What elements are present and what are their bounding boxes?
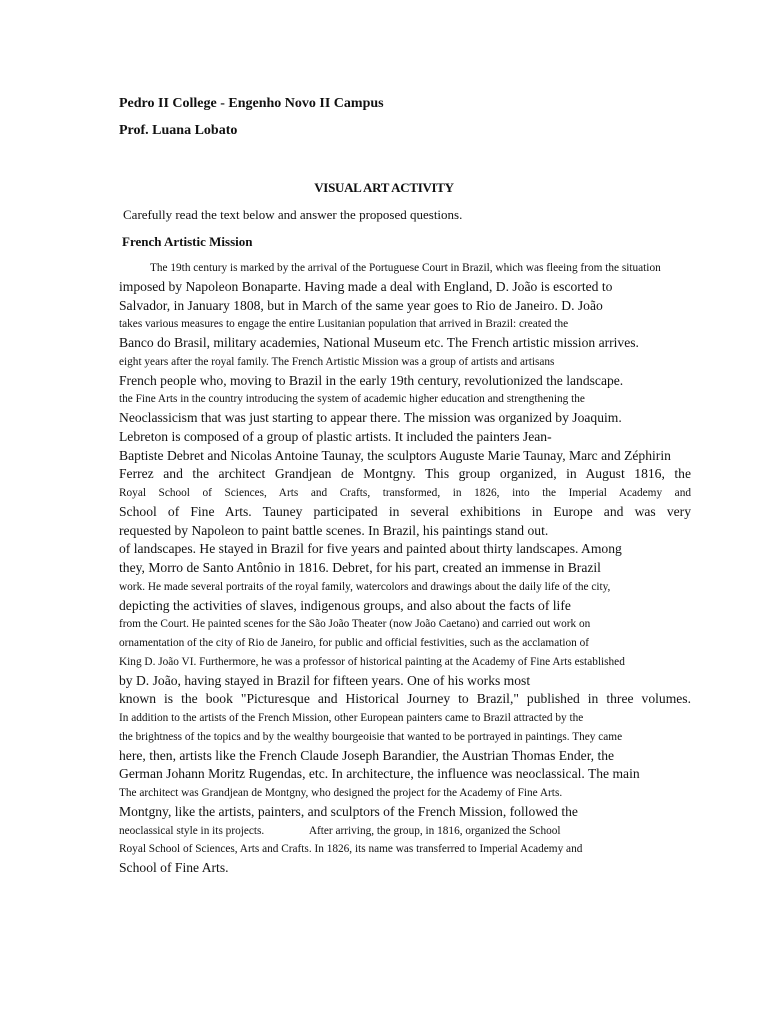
activity-title (0, 180, 768, 196)
instruction-text: Carefully read the text below and answer the proposed questions. (123, 207, 463, 222)
body-line: Baptiste Debret and Nicolas Antoine Taunay, the sculptors Auguste Marie Taunay, Marc and Zéphirin (119, 447, 671, 463)
body-line: takes various measures to engage the entire Lusitanian population that arrived in Brazil: created the (119, 318, 569, 331)
body-line: they, Morro de Santo Antônio in 1816. Debret, for his part, created an immense in Brazil (119, 560, 601, 575)
body-line: The 19th century is marked by the arrival of the Portuguese Court in Brazil, which was fleeing from the situation (150, 262, 661, 274)
body-line: Lebreton is composed of a group of plastic artists. It included the painters Jean- (119, 428, 552, 444)
body-line: In addition to the artists of the French Mission, other European painters came to Brazil attracted by the (119, 712, 584, 724)
school-name: Pedro II College - Engenho Novo II Campus (119, 96, 384, 111)
body-line: Banco do Brasil, military academies, National Museum etc. The French artistic mission arrives. (119, 335, 639, 350)
activity-title-text: VISUAL ART ACTIVITY (314, 180, 454, 195)
body-line: Neoclassicism that was just starting to appear there. The mission was organized by Joaquim. (119, 410, 622, 425)
body-line: neoclassical style in its projects. After arriving, the group, in 1816, organized the School (119, 824, 561, 837)
body-line: imposed by Napoleon Bonaparte. Having made a deal with England, D. João is escorted to (119, 278, 613, 294)
body-line: from the Court. He painted scenes for the São João Theater (now João Caetano) and carried out work on (119, 618, 591, 631)
body-line: ornamentation of the city of Rio de Janeiro, for public and official festivities, such as the acclamation of (119, 637, 590, 649)
body-line: the brightness of the topics and by the wealthy bourgeoisie that wanted to be portrayed in paintings. They came (119, 730, 623, 743)
body-line: known is the book "Picturesque and Historical Journey to Brazil," published in three volumes. (119, 691, 691, 707)
body-line: requested by Napoleon to paint battle scenes. In Brazil, his paintings stand out. (119, 522, 549, 538)
body-line: of landscapes. He stayed in Brazil for five years and painted about thirty landscapes. Among (119, 541, 622, 557)
body-line: Royal School of Sciences, Arts and Crafts. In 1826, its name was transferred to Imperial Academy and (119, 843, 583, 856)
body-line: School of Fine Arts. Tauney participated in several exhibitions in Europe and was very (119, 503, 691, 519)
body-text (119, 259, 691, 878)
body-line: the Fine Arts in the country introducing the system of academic higher education and strengthening the (119, 393, 585, 406)
body-line: Montgny, like the artists, painters, and sculptors of the French Mission, followed the (119, 803, 578, 819)
body-line: King D. João VI. Furthermore, he was a professor of historical painting at the Academy of Fine Arts established (119, 655, 625, 668)
body-line: by D. João, having stayed in Brazil for fifteen years. One of his works most (119, 672, 531, 688)
teacher-name: Prof. Luana Lobato (119, 123, 238, 138)
body-line: here, then, artists like the French Claude Joseph Barandier, the Austrian Thomas Ender, the (119, 747, 615, 763)
body-line: French people who, moving to Brazil in the early 19th century, revolutionized the landscape. (119, 372, 624, 388)
body-line: eight years after the royal family. The French Artistic Mission was a group of artists and artisans (119, 355, 555, 368)
body-line: The architect was Grandjean de Montgny, who designed the project for the Academy of Fine Arts. (119, 787, 563, 799)
body-line: School of Fine Arts. (119, 860, 229, 875)
body-line: work. He made several portraits of the royal family, watercolors and drawings about the daily life of the city, (119, 580, 611, 593)
body-line: Ferrez and the architect Grandjean de Montgny. This group organized, in August 1816, the (119, 466, 691, 482)
body-line: Royal School of Sciences, Arts and Crafts, transformed, in 1826, into the Imperial Academy and (119, 487, 691, 499)
body-line: Salvador, in January 1808, but in March of the same year goes to Rio de Janeiro. D. João (119, 297, 603, 313)
body-line: German Johann Moritz Rugendas, etc. In architecture, the influence was neoclassical. The main (119, 766, 640, 782)
section-title: French Artistic Mission (122, 234, 253, 249)
body-line: depicting the activities of slaves, indigenous groups, and also about the facts of life (119, 597, 571, 613)
